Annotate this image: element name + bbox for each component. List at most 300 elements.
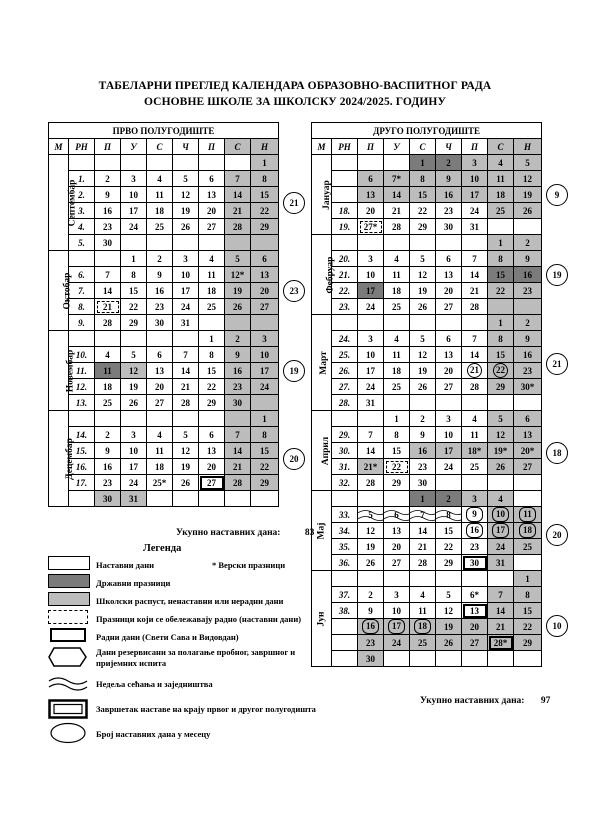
legend-swatch-dark <box>48 574 90 588</box>
day-cell: 29 <box>514 635 542 651</box>
day-cell: 2 <box>410 411 436 427</box>
day-cell: 6 <box>436 251 462 267</box>
column-header: Ч <box>173 139 199 155</box>
day-cell: 16 <box>514 347 542 363</box>
day-cell <box>514 219 542 235</box>
month-name: Јануар <box>321 180 332 210</box>
day-cell: 20 <box>199 459 225 475</box>
month-name: Децембар <box>64 438 75 480</box>
day-cell: 19 <box>121 379 147 395</box>
week-row <box>312 491 542 507</box>
week-number <box>332 155 358 171</box>
week-number: 25. <box>332 347 358 363</box>
day-cell: 18* <box>462 443 488 459</box>
day-cell: 14 <box>173 363 199 379</box>
day-cell: 30 <box>358 651 384 667</box>
day-cell <box>384 395 410 411</box>
day-cell: 6 <box>251 251 279 267</box>
day-cell: 24 <box>358 299 384 315</box>
day-cell: 4 <box>410 587 436 603</box>
week-row <box>312 347 542 363</box>
day-cell <box>436 395 462 411</box>
month-name: Фебруар <box>325 256 336 294</box>
day-cell <box>251 491 279 507</box>
day-cell: 5 <box>358 507 384 523</box>
column-header: П <box>358 139 384 155</box>
day-cell <box>199 235 225 251</box>
week-row <box>312 251 542 267</box>
week-number: 33. <box>332 507 358 523</box>
day-cell: 17 <box>173 283 199 299</box>
week-row <box>312 539 542 555</box>
day-cell: 12 <box>410 347 436 363</box>
day-cell: 24 <box>384 635 410 651</box>
day-cell: 10 <box>436 427 462 443</box>
day-cell: 20 <box>199 203 225 219</box>
day-cell: 22 <box>488 283 514 299</box>
week-row <box>312 507 542 523</box>
day-cell: 13 <box>462 603 488 619</box>
semester-title: ПРВО ПОЛУГОДИШТЕ <box>49 123 279 139</box>
week-number: 13. <box>69 395 95 411</box>
day-cell: 27 <box>462 635 488 651</box>
column-header: М <box>312 139 332 155</box>
day-cell: 2 <box>358 587 384 603</box>
day-cell: 13 <box>147 363 173 379</box>
legend-text-0: Наставни дани <box>96 560 155 570</box>
day-cell: 13 <box>436 267 462 283</box>
day-cell: 27 <box>199 475 225 491</box>
day-cell: 20 <box>251 283 279 299</box>
week-row <box>312 235 542 251</box>
week-row <box>312 459 542 475</box>
day-cell: 10 <box>462 171 488 187</box>
day-cell: 20 <box>147 379 173 395</box>
day-cell: 21 <box>225 459 251 475</box>
day-cell: 26 <box>410 299 436 315</box>
day-cell: 21* <box>358 459 384 475</box>
day-cell: 27* <box>358 219 384 235</box>
day-cell: 26 <box>173 475 199 491</box>
day-cell: 23 <box>462 539 488 555</box>
week-row <box>312 219 542 235</box>
day-cell: 22 <box>251 459 279 475</box>
day-cell <box>147 491 173 507</box>
day-cell: 13 <box>251 267 279 283</box>
day-cell: 21 <box>95 299 121 315</box>
day-cell <box>514 555 542 571</box>
second-total-value: 97 <box>540 696 551 706</box>
day-cell: 29 <box>121 315 147 331</box>
day-cell: 9 <box>358 603 384 619</box>
day-cell: 8 <box>488 251 514 267</box>
week-number <box>69 155 95 171</box>
week-number: 27. <box>332 379 358 395</box>
day-cell: 27 <box>436 379 462 395</box>
day-cell: 14 <box>462 267 488 283</box>
week-row <box>49 171 279 187</box>
day-cell: 23 <box>95 475 121 491</box>
day-cell: 27 <box>199 219 225 235</box>
day-cell: 2 <box>95 171 121 187</box>
day-cell: 20 <box>384 539 410 555</box>
day-cell <box>173 491 199 507</box>
day-cell: 14 <box>358 443 384 459</box>
day-cell: 15 <box>384 443 410 459</box>
day-cell: 12 <box>173 443 199 459</box>
day-cell: 12 <box>514 171 542 187</box>
day-cell <box>147 235 173 251</box>
day-cell <box>410 571 436 587</box>
day-cell: 7 <box>462 251 488 267</box>
column-header: Н <box>251 139 279 155</box>
day-cell: 8 <box>251 427 279 443</box>
week-number <box>69 331 95 347</box>
month-day-count: 19 <box>546 264 568 286</box>
week-row <box>312 203 542 219</box>
day-cell: 3 <box>251 331 279 347</box>
day-cell <box>199 315 225 331</box>
week-row <box>49 363 279 379</box>
day-cell <box>462 651 488 667</box>
day-cell: 4 <box>199 251 225 267</box>
day-cell: 4 <box>95 347 121 363</box>
legend-text-1: Државни празници <box>96 578 171 588</box>
day-cell <box>225 315 251 331</box>
day-cell: 26 <box>173 219 199 235</box>
day-cell: 22 <box>251 203 279 219</box>
day-cell: 31 <box>462 219 488 235</box>
day-cell: 25 <box>384 379 410 395</box>
day-cell <box>251 235 279 251</box>
double-box-icon <box>48 699 88 719</box>
day-cell: 7 <box>173 347 199 363</box>
day-cell: 18 <box>147 459 173 475</box>
second-total-label: Укупно наставних дана: <box>420 696 525 706</box>
day-cell: 11 <box>199 267 225 283</box>
day-cell: 2 <box>147 251 173 267</box>
week-number: 31. <box>332 459 358 475</box>
week-row <box>49 475 279 491</box>
week-row <box>49 283 279 299</box>
day-cell: 6* <box>462 587 488 603</box>
day-cell: 16 <box>225 363 251 379</box>
day-cell: 9 <box>95 443 121 459</box>
day-cell: 4 <box>147 171 173 187</box>
day-cell <box>462 395 488 411</box>
day-cell: 19 <box>410 363 436 379</box>
day-cell: 15 <box>121 283 147 299</box>
week-number: 26. <box>332 363 358 379</box>
day-cell: 30 <box>436 219 462 235</box>
legend-text-5: Дани резервисани за полагање пробног, завршног и пријемних испита <box>96 647 296 668</box>
day-cell <box>358 571 384 587</box>
day-cell <box>410 235 436 251</box>
day-cell <box>436 475 462 491</box>
day-number: 11 <box>519 507 536 522</box>
month-name: Април <box>321 436 332 466</box>
day-cell: 19 <box>358 539 384 555</box>
day-cell <box>384 315 410 331</box>
day-cell: 14 <box>488 603 514 619</box>
day-cell: 29 <box>436 555 462 571</box>
day-cell <box>514 651 542 667</box>
day-cell: 1 <box>384 411 410 427</box>
day-cell: 18 <box>95 379 121 395</box>
month-name: Октобар <box>62 272 73 310</box>
day-cell: 1 <box>251 155 279 171</box>
column-header: П <box>95 139 121 155</box>
week-number <box>69 411 95 427</box>
week-number: 4. <box>69 219 95 235</box>
day-cell: 28 <box>225 219 251 235</box>
column-header: М <box>49 139 69 155</box>
day-cell <box>410 315 436 331</box>
week-number: 14. <box>69 427 95 443</box>
day-cell: 1 <box>488 315 514 331</box>
month-name-cell <box>312 491 332 571</box>
day-cell: 7 <box>225 427 251 443</box>
column-header: П <box>462 139 488 155</box>
week-number: 18. <box>332 203 358 219</box>
day-cell: 9 <box>225 347 251 363</box>
week-number: 24. <box>332 331 358 347</box>
day-cell <box>358 235 384 251</box>
month-day-count: 9 <box>546 184 568 206</box>
day-cell: 6 <box>384 507 410 523</box>
week-number: 8. <box>69 299 95 315</box>
day-cell: 28 <box>384 219 410 235</box>
day-cell: 17 <box>462 187 488 203</box>
week-number <box>332 619 358 635</box>
day-cell: 10 <box>358 267 384 283</box>
legend-text-7: Завршетак наставе на крају првог и другог полугодишта <box>96 704 316 714</box>
legend-text-8: Број наставних дана у месецу <box>96 729 211 739</box>
week-number: 35. <box>332 539 358 555</box>
circle-icon <box>48 722 88 744</box>
day-cell: 24 <box>121 475 147 491</box>
week-number <box>332 571 358 587</box>
day-cell: 10 <box>121 187 147 203</box>
day-cell: 26 <box>121 395 147 411</box>
day-cell: 2 <box>514 315 542 331</box>
day-cell: 16 <box>95 203 121 219</box>
wave-icon <box>48 675 88 691</box>
day-number: 16 <box>466 523 483 538</box>
day-cell: 14 <box>384 187 410 203</box>
day-cell: 15 <box>251 443 279 459</box>
day-cell: 7 <box>410 507 436 523</box>
day-cell: 26 <box>358 555 384 571</box>
day-cell: 3 <box>173 251 199 267</box>
day-cell <box>514 507 542 523</box>
day-cell: 26 <box>410 379 436 395</box>
month-day-count: 19 <box>283 360 305 382</box>
day-cell: 11 <box>95 363 121 379</box>
month-name: Мај <box>316 522 327 540</box>
day-cell: 4 <box>147 427 173 443</box>
day-cell: 15 <box>199 363 225 379</box>
day-cell: 11 <box>384 347 410 363</box>
day-cell: 29 <box>251 475 279 491</box>
month-name-cell <box>312 235 336 315</box>
day-cell: 9 <box>514 251 542 267</box>
week-row <box>312 299 542 315</box>
day-cell: 29 <box>251 219 279 235</box>
day-cell: 31 <box>121 491 147 507</box>
day-cell: 19* <box>488 443 514 459</box>
day-cell: 22 <box>410 203 436 219</box>
week-row <box>312 635 542 651</box>
week-row <box>312 395 542 411</box>
day-cell: 23 <box>358 635 384 651</box>
day-cell: 13 <box>199 443 225 459</box>
day-cell <box>488 507 514 523</box>
day-cell: 3 <box>384 587 410 603</box>
day-cell: 6 <box>199 427 225 443</box>
day-cell: 25 <box>462 459 488 475</box>
day-cell <box>384 619 410 635</box>
day-cell: 28 <box>358 475 384 491</box>
day-cell <box>199 411 225 427</box>
day-cell <box>358 155 384 171</box>
column-header: РН <box>332 139 358 155</box>
day-cell: 8 <box>121 267 147 283</box>
week-row <box>49 347 279 363</box>
day-cell: 19 <box>436 619 462 635</box>
day-cell: 25 <box>199 299 225 315</box>
day-cell: 16 <box>147 283 173 299</box>
day-cell: 26 <box>436 635 462 651</box>
day-cell: 23 <box>514 283 542 299</box>
column-header: С <box>488 139 514 155</box>
month-name: Новембар <box>65 349 76 393</box>
day-cell: 8 <box>251 171 279 187</box>
week-number: 12. <box>69 379 95 395</box>
day-cell: 17 <box>436 443 462 459</box>
day-cell: 11 <box>462 427 488 443</box>
day-cell: 12* <box>225 267 251 283</box>
day-cell: 30 <box>462 555 488 571</box>
week-row <box>312 523 542 539</box>
month-name-cell <box>312 315 332 411</box>
day-cell: 12 <box>358 523 384 539</box>
day-cell: 24 <box>173 299 199 315</box>
day-cell: 20 <box>436 363 462 379</box>
day-cell <box>436 571 462 587</box>
day-cell <box>358 619 384 635</box>
day-cell <box>225 235 251 251</box>
column-header: Н <box>514 139 542 155</box>
day-cell: 31 <box>488 555 514 571</box>
day-cell: 19 <box>173 459 199 475</box>
day-cell: 7 <box>95 267 121 283</box>
day-cell: 14 <box>225 443 251 459</box>
day-cell: 4 <box>384 331 410 347</box>
day-cell: 2 <box>514 235 542 251</box>
day-cell: 13 <box>514 427 542 443</box>
day-cell: 7 <box>488 587 514 603</box>
week-number: 37. <box>332 587 358 603</box>
hexagon-icon <box>48 646 88 668</box>
day-cell: 6 <box>199 171 225 187</box>
day-cell: 1 <box>514 571 542 587</box>
day-cell: 27 <box>514 459 542 475</box>
day-cell: 9 <box>436 171 462 187</box>
day-cell: 5 <box>436 587 462 603</box>
day-cell <box>514 299 542 315</box>
day-cell: 10 <box>121 443 147 459</box>
day-cell <box>358 315 384 331</box>
day-cell: 14 <box>462 347 488 363</box>
day-cell <box>173 411 199 427</box>
legend-star: * Верски празници <box>212 560 286 570</box>
day-cell: 17 <box>121 459 147 475</box>
week-number <box>69 251 95 267</box>
day-cell: 30 <box>95 235 121 251</box>
day-cell: 20 <box>462 619 488 635</box>
day-cell: 25 <box>488 203 514 219</box>
column-header: РН <box>69 139 95 155</box>
day-cell: 6 <box>358 171 384 187</box>
day-cell: 14 <box>225 187 251 203</box>
day-cell: 8 <box>436 507 462 523</box>
week-row <box>49 267 279 283</box>
day-cell: 30 <box>95 491 121 507</box>
day-cell: 13 <box>384 523 410 539</box>
day-cell: 23 <box>410 459 436 475</box>
day-cell: 15 <box>251 187 279 203</box>
legend-swatch-dashed <box>48 610 88 624</box>
month-name-cell <box>312 155 332 235</box>
day-cell <box>147 331 173 347</box>
day-cell: 10 <box>358 347 384 363</box>
day-cell: 24 <box>488 539 514 555</box>
week-row <box>312 171 542 187</box>
day-cell: 21 <box>384 203 410 219</box>
day-cell <box>173 155 199 171</box>
day-cell: 5 <box>173 427 199 443</box>
day-cell: 27 <box>251 299 279 315</box>
legend-text-4: Радни дани (Свети Сава и Видовдан) <box>96 632 239 642</box>
day-cell <box>358 411 384 427</box>
day-cell: 25 <box>95 395 121 411</box>
day-cell: 21 <box>225 203 251 219</box>
day-number: 16 <box>362 619 379 634</box>
week-number: 16. <box>69 459 95 475</box>
month-day-count: 23 <box>283 280 305 302</box>
week-number: 21. <box>332 267 358 283</box>
day-cell <box>225 491 251 507</box>
day-cell <box>488 475 514 491</box>
day-cell: 9 <box>410 427 436 443</box>
legend-title: Легенда <box>143 543 182 554</box>
day-cell <box>462 571 488 587</box>
month-name-cell <box>49 155 78 251</box>
day-cell: 16 <box>436 187 462 203</box>
month-day-count: 20 <box>546 524 568 546</box>
day-cell: 21 <box>488 619 514 635</box>
day-cell: 25 <box>514 539 542 555</box>
day-cell: 8 <box>488 331 514 347</box>
day-cell: 5 <box>173 171 199 187</box>
week-row <box>49 187 279 203</box>
day-cell: 22 <box>121 299 147 315</box>
day-cell: 18 <box>147 203 173 219</box>
day-cell: 17 <box>251 363 279 379</box>
day-cell: 3 <box>358 331 384 347</box>
week-row <box>312 267 542 283</box>
